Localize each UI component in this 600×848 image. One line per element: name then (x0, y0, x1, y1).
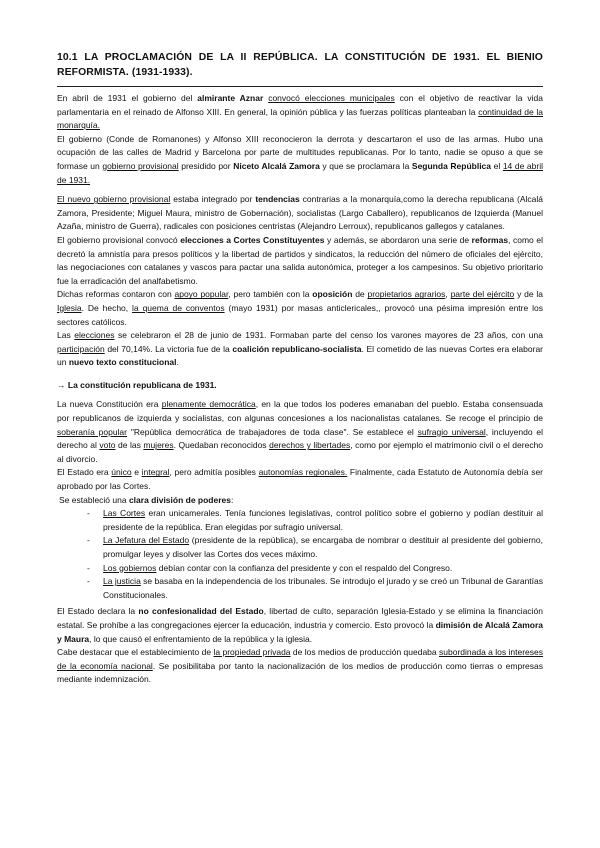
title-underline-rule (57, 86, 543, 87)
dash-bullet-icon: - (87, 576, 90, 587)
document-body (57, 92, 543, 687)
paragraph-oposicion: Dichas reformas contaron con apoyo popular, pero también con la oposición de propietarios agrarios, parte del ejército y de la Iglesia. De hecho, la quema de conventos (mayo 1931) por masas anticlericales,, provocó una pésima impresión entre los sectores católicos. (57, 289, 543, 327)
list-item: - Las Cortes eran unicamerales. Tenía funciones legislativas, control político sobre el gobierno y podían destituir al presidente de la república. Eran elegidas por sufragio universal. (87, 508, 544, 532)
paragraph-gobierno-provisional: El gobierno (Conde de Romanones) y Alfonso XIII reconocieron la derrota y descartaron el uso de las armas. Hubo una ocupación de las calles de Madrid y Barcelona por parte de multitudes republicanas. Por lo tanto, nadie se opuso a que se formase un gobierno provisional presidido por Niceto Alcalá Zamora y que se proclamara la Segunda República el 14 de abril de 1931. (57, 133, 543, 185)
document-title: 10.1 LA PROCLAMACIÓN DE LA II REPÚBLICA. LA CONSTITUCIÓN DE 1931. EL BIENIO REFORMISTA. (1931-1933). (57, 52, 543, 78)
paragraph-division-poderes: Se estableció una clara división de poderes: (59, 494, 234, 505)
paragraph-estado-integral: El Estado era único e integral, pero admitía posibles autonomías regionales. Finalmente, cada Estatuto de Autonomía debía ser aprobado por las Cortes. (57, 467, 543, 492)
paragraph-propiedad-privada: Cabe destacar que el establecimiento de la propiedad privada de los medios de producción quedaba subordinada a los intereses de la economía nacional. Se posibilitaba por tanto la nacionalización de los medios de producción como tierras o empresas mediante indemnización. (57, 647, 544, 685)
paragraph-constitucion: La nueva Constitución era plenamente democrática, en la que todos los poderes emanaban del pueblo. Estaba consensuada por republicanos de izquierda y socialistas, con algunas concesiones a los nacionalistas catalanes. Se recoge el principio de soberanía popular "República democrática de trabajadores de toda clase". Se establece el sufragio universal, incluyendo el derecho al voto de las mujeres. Quedaban reconocidos derechos y libertades, como por ejemplo el matrimonio civil o el derecho al divorcio. (57, 399, 544, 464)
arrow-right-icon: → (57, 379, 66, 390)
list-item: - La Jefatura del Estado (presidente de la república), se encargaba de nombrar o destituir al presidente del gobierno, promulgar leyes y disolver las Cortes dos veces máximo. (87, 535, 543, 559)
paragraph-composicion-gobierno: El nuevo gobierno provisional estaba integrado por tendencias contrarias a la monarquía,como la derecha republicana (Alcalá Zamora, Presidente; Miguel Maura, ministro de Gobernación), socialistas (Largo Caballero), republicanos de Izquierda (Manuel Azaña, ministro de Guerra), radicales con posiciones centristas (Alejandro Lerroux), republicanos gallegos y catalanes. (57, 194, 543, 232)
dash-bullet-icon: - (87, 562, 90, 573)
dash-bullet-icon: - (87, 535, 90, 546)
paragraph-elecciones-cortes: Las elecciones se celebraron el 28 de junio de 1931. Formaban parte del censo los varones mayores de 23 años, con una participación del 70,14%. La victoria fue de la coalición republicano-socialista. El cometido de las nuevas Cortes era elaborar un nuevo texto constitucional. (57, 330, 543, 368)
section-heading: → La constitución republicana de 1931. (57, 379, 217, 390)
poderes-list (57, 507, 543, 602)
dash-bullet-icon: - (87, 508, 90, 519)
paragraph-elecciones-municipales: En abril de 1931 el gobierno del almirante Aznar convocó elecciones municipales con el objetivo de reactivar la vida parlamentaria en el reinado de Alfonso XIII. En general, la opinión pública y las fuerzas políticas planteaban la continuidad de la monarquía. (57, 93, 544, 131)
section-gap (57, 370, 543, 379)
list-item: - La justicia se basaba en la independencia de los tribunales. Se introdujo el jurado y se creó un Tribunal de Garantías Constitucionales. (87, 576, 543, 600)
paragraph-reformas: El gobierno provisional convocó elecciones a Cortes Constituyentes y además, se abordaron una serie de reformas, como el decretó la amnistía para presos políticos y la libertad de partidos y sindicatos, la reducción del número de oficiales del ejército, las negociaciones con catalanes y vascos para pactar una salida autonómica, proteger a los campesinos. Su objetivo prioritario fue la erradicación del analfabetismo. (57, 234, 543, 286)
paragraph-no-confesionalidad: El Estado declara la no confesionalidad del Estado, libertad de culto, separación Iglesia-Estado y se elimina la financiación estatal. Se prohíbe a las congregaciones ejercer la educación, industria y comercio. Esto provocó la dimisión de Alcalá Zamora y Maura, lo que causó el enfrentamiento de la república y la iglesia. (57, 606, 543, 644)
list-item: - Los gobiernos debían contar con la confianza del presidente y con el respaldo del Congreso. (57, 562, 543, 576)
